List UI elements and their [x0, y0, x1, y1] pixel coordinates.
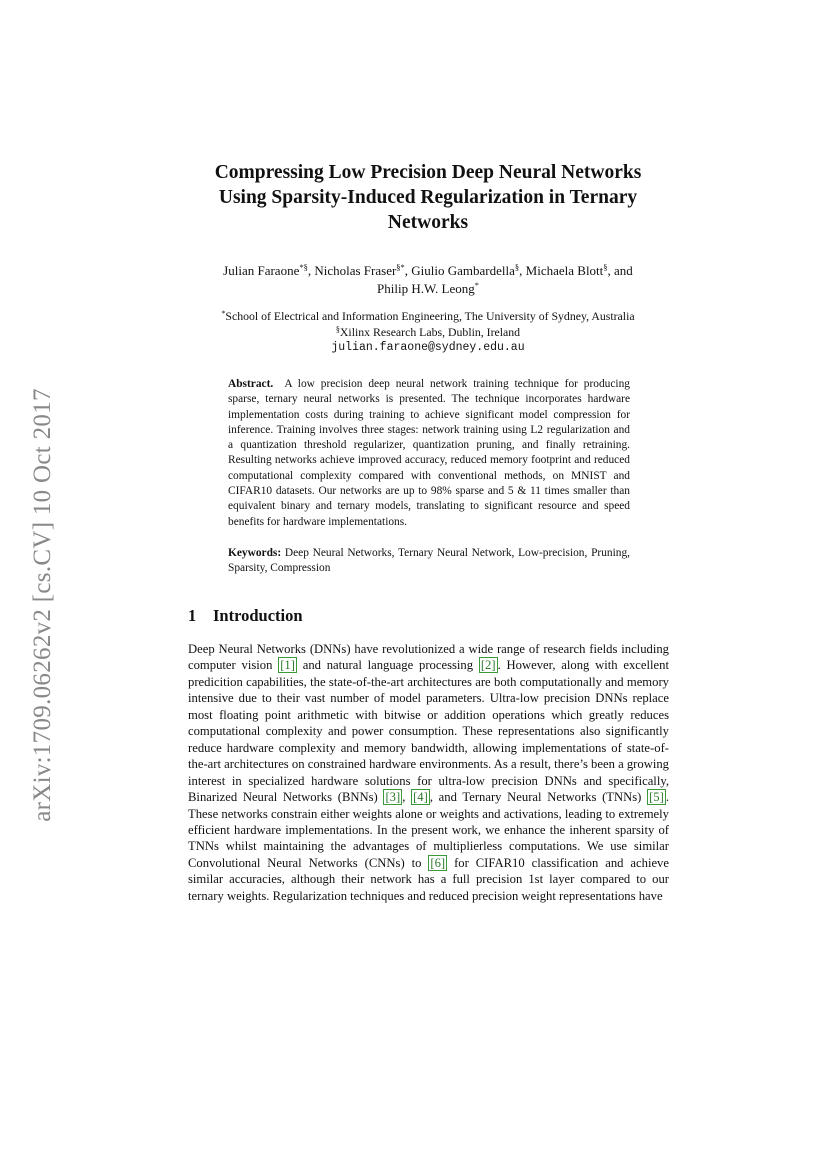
affiliation-mark: * [221, 309, 226, 318]
body-text-run: . These networks constrain either weights alone or weights and activations, leading to extremely efficient hardware implementations. In the present work, we enhance the inherent sparsity of TNNs whilst maintaining the advantages of multiplierless computations. We use similar Convolutional Neural Networks (CNNs) to [188, 790, 669, 870]
author-name: Giulio Gambardella [411, 263, 515, 278]
title-line: Compressing Low Precision Deep Neural Networks [214, 162, 642, 183]
citation-link[interactable]: [6] [430, 855, 446, 870]
abstract-label: Abstract. [228, 378, 274, 390]
section-number: 1 [188, 606, 197, 625]
author-name: Nicholas Fraser [314, 263, 397, 278]
author-marks: § [514, 262, 520, 272]
arxiv-identifier-text: arXiv:1709.06262v2 [cs.CV] 10 Oct 2017 [29, 388, 56, 822]
affiliation [188, 308, 668, 324]
keywords [228, 546, 630, 577]
body-text-run: for CIFAR10 classification and achieve similar accuracies, although their network has a full precision 1st layer compared to our ternary weights. Regularization techniques and reduced precision weight representations have [188, 855, 669, 903]
affiliations [188, 308, 668, 356]
body-text-run: , and Ternary Neural Networks (TNNs) [429, 790, 648, 805]
author-marks: *§ [299, 262, 308, 272]
citation-link[interactable]: [1] [280, 658, 295, 673]
introduction-body [188, 641, 669, 904]
author-name: Philip H.W. Leong [377, 281, 475, 296]
title-line: Networks [387, 212, 469, 233]
citation-link[interactable]: [2] [480, 658, 496, 673]
body-text-run: . However, along with excellent predicition capabilities, the state-of-the-art architectures are both computationally and memory intensive due to their vast number of model parameters. Ultra-low precision DNNs replace most floating point arithmetic with bitwise or addition operations which greatly reduces computational complexity and power consumption. These representations also significantly reduce hardware complexity and memory bandwidth, allowing implementations of state-of-the-art architectures on constrained hardware environments. As a result, there’s been a growing interest in specialized hardware solutions for ultra-low precision DNNs and specifically, Binarized Neural Networks (BNNs) [188, 658, 669, 805]
author-list: Julian Faraone*§, Nicholas Fraser§*, Giulio Gambardella§, Michaela Blott§, and Philip H.W. Leong* [223, 262, 633, 296]
paper-title [188, 160, 668, 235]
author-name: Julian Faraone [223, 263, 300, 278]
body-text-run: and natural language processing [296, 658, 479, 673]
affiliation-mark: § [335, 325, 340, 334]
citation-link[interactable]: [5] [649, 790, 664, 805]
affiliation-text: Xilinx Research Labs, Dublin, Ireland [339, 325, 521, 339]
citation-link[interactable]: [4] [413, 790, 428, 805]
keywords-text: Deep Neural Networks, Ternary Neural Network, Low-precision, Pruning, Sparsity, Compression [228, 547, 630, 575]
affiliation [188, 324, 668, 340]
section-title: Introduction [213, 606, 303, 625]
citation-link[interactable]: [3] [385, 790, 401, 805]
title-line: Using Sparsity-Induced Regularization in Ternary [218, 187, 638, 208]
author-name: Michaela Blott [525, 263, 604, 278]
abstract [228, 377, 630, 530]
body-text-run: Deep Neural Networks (DNNs) have revolutionized a wide range of research fields including computer vision [188, 642, 669, 673]
affiliation-text: School of Electrical and Information Engineering, The University of Sydney, Australia [225, 309, 635, 323]
author-marks: §* [396, 262, 405, 272]
abstract-text: A low precision deep neural network training technique for producing sparse, ternary neural networks is presented. The technique incorporates hardware implementation costs during training to achieve significant model compression for inference. Training involves three stages: network training using L2 regularization and a quantization threshold regularizer, quantization pruning, and finally retraining. Resulting networks achieve improved accuracy, reduced memory footprint and reduced computational complexity compared with conventional methods, on MNIST and CIFAR10 datasets. Our networks are up to 98% sparse and 5 & 11 times smaller than equivalent binary and ternary models, translating to significant resource and speed benefits for hardware implementations. [228, 378, 630, 528]
arxiv-identifier [18, 360, 68, 850]
author-marks: * [474, 280, 479, 290]
body-text-run: , [402, 790, 412, 805]
author-marks: § [603, 262, 608, 272]
keywords-label: Keywords: [228, 547, 282, 559]
contact-email: julian.faraone@sydney.edu.au [331, 341, 525, 354]
section-heading [188, 606, 303, 626]
